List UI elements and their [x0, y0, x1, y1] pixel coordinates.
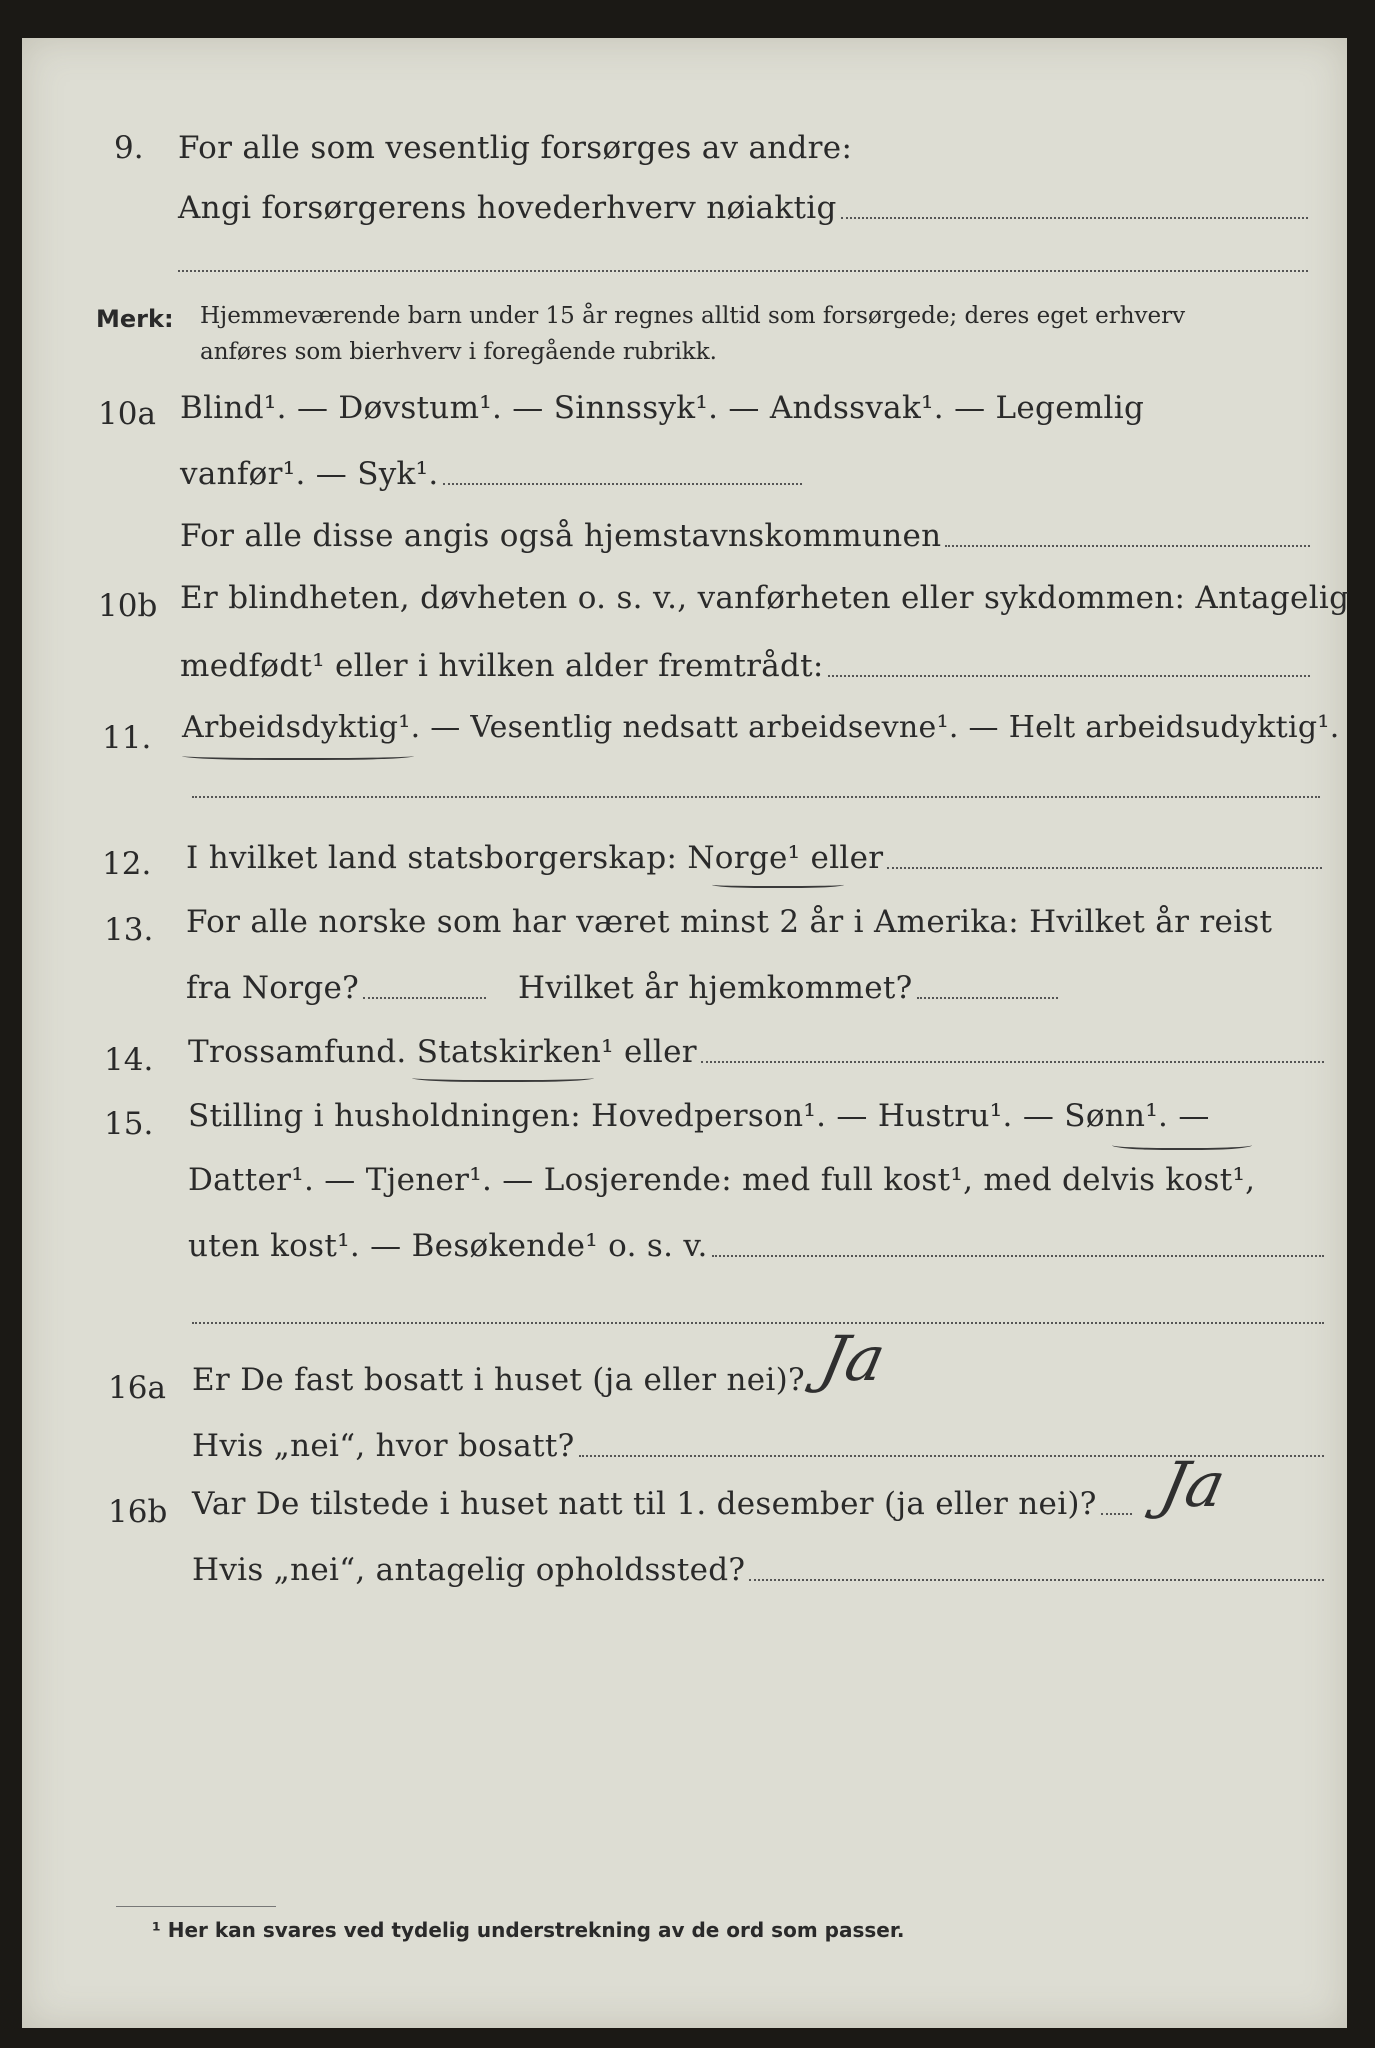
q16b-text-2: Hvis „nei“, antagelig opholdssted? — [192, 1552, 746, 1588]
q14-number: 14. — [104, 1042, 154, 1078]
q12-line1 — [186, 840, 1322, 876]
q13-line2b — [518, 970, 1058, 1006]
q13-reist-field[interactable] — [363, 997, 486, 999]
q10b-line2 — [180, 648, 1310, 684]
q16a-line2 — [192, 1428, 1324, 1464]
q16a-line1 — [192, 1362, 805, 1398]
q16a-handwritten-answer: Ja — [814, 1322, 892, 1395]
q11-number: 11. — [102, 720, 152, 756]
q16b-answer-field[interactable] — [1101, 1513, 1132, 1515]
q15-text-2: Datter¹. — Tjener¹. — Losjerende: med full kost¹, med delvis kost¹, — [188, 1162, 1256, 1198]
q16b-line2 — [192, 1552, 1324, 1588]
merk-line1: Hjemmeværende barn under 15 år regnes alltid som forsørgede; deres eget erhverv — [200, 303, 1186, 329]
merk-line2: anføres som bierhverv i foregående rubrikk. — [200, 339, 717, 365]
q16b-opholdssted-field[interactable] — [749, 1579, 1324, 1581]
q16a-text-2: Hvis „nei“, hvor bosatt? — [192, 1428, 575, 1464]
q13-text-2a: fra Norge? — [186, 970, 360, 1006]
q16b-handwritten-answer: Ja — [1154, 1448, 1232, 1521]
q12-text-1: I hvilket land statsborgerskap: Norge¹ eller — [186, 840, 884, 876]
q15-handwritten-underline — [1112, 1138, 1252, 1150]
q9-text-1: For alle som vesentlig forsørges av andre: — [178, 130, 853, 166]
q10a-line2 — [180, 456, 802, 492]
q9-line1 — [178, 130, 1198, 166]
q9-text-2: Angi forsørgerens hovederhverv nøiaktig — [178, 190, 837, 226]
q15-number: 15. — [104, 1106, 154, 1142]
q11-answer-line[interactable] — [192, 796, 1320, 798]
q10b-answer-field[interactable] — [828, 675, 1310, 677]
q13-hjemkommet-field[interactable] — [917, 997, 1058, 999]
q11-text-1: Arbeidsdyktig¹. — Vesentlig nedsatt arbeidsevne¹. — Helt arbeidsudyktig¹. — [182, 710, 1340, 745]
q10a-line3 — [180, 518, 1310, 554]
merk-label: Merk: — [96, 305, 174, 333]
q12-number: 12. — [102, 846, 152, 882]
q10a-number: 10a — [98, 396, 156, 432]
q15-answer-field[interactable] — [712, 1255, 1324, 1257]
q16b-line1 — [192, 1486, 1132, 1522]
q12-handwritten-underline — [712, 880, 844, 888]
q9-line2 — [178, 190, 1308, 226]
q9-answer-line-2[interactable] — [178, 270, 1308, 272]
q14-answer-field[interactable] — [701, 1061, 1324, 1063]
q15-text-1: Stilling i husholdningen: Hovedperson¹. — Hustru¹. — Sønn¹. — — [188, 1098, 1210, 1134]
q15-line2 — [188, 1162, 1324, 1198]
q16b-number: 16b — [108, 1494, 168, 1530]
q15-line1 — [188, 1098, 1324, 1134]
footnote-rule — [116, 1906, 276, 1907]
q10b-number: 10b — [98, 588, 158, 624]
q11-line1 — [182, 710, 1340, 745]
q15-answer-line-2[interactable] — [192, 1322, 1324, 1324]
q14-text-1: Trossamfund. Statskirken¹ eller — [188, 1034, 697, 1070]
q13-number: 13. — [104, 912, 154, 948]
q10a-line1 — [180, 390, 1310, 426]
q10b-text-1: Er blindheten, døvheten o. s. v., vanførheten eller sykdommen: Antagelig — [180, 580, 1350, 616]
q16b-text-1: Var De tilstede i huset natt til 1. desember (ja eller nei)? — [192, 1486, 1097, 1522]
q10b-text-2: medfødt¹ eller i hvilken alder fremtrådt: — [180, 648, 824, 684]
census-form-page — [22, 38, 1350, 2028]
q13-text-2b: Hvilket år hjemkommet? — [518, 970, 913, 1006]
q15-text-3: uten kost¹. — Besøkende¹ o. s. v. — [188, 1228, 708, 1264]
q10b-line1 — [180, 580, 1350, 616]
q10a-text-1: Blind¹. — Døvstum¹. — Sinnssyk¹. — Andssvak¹. — Legemlig — [180, 390, 1145, 426]
q13-line2a — [186, 970, 486, 1006]
q14-line1 — [188, 1034, 1324, 1070]
q16a-text-1: Er De fast bosatt i huset (ja eller nei)? — [192, 1362, 805, 1398]
q12-answer-field[interactable] — [887, 867, 1322, 869]
footnote: ¹ Her kan svares ved tydelig understrekning av de ord som passer. — [152, 1918, 905, 1942]
q11-handwritten-underline — [182, 750, 414, 760]
q16a-number: 16a — [108, 1370, 166, 1406]
q10a-text-3: For alle disse angis også hjemstavnskommunen — [180, 518, 942, 554]
q9-number: 9. — [114, 130, 144, 166]
q14-handwritten-underline — [412, 1072, 594, 1082]
q10a-syk-field[interactable] — [443, 483, 802, 485]
q13-text-1: For alle norske som har været minst 2 år i Amerika: Hvilket år reist — [186, 904, 1273, 940]
q10a-text-2: vanfør¹. — Syk¹. — [180, 456, 439, 492]
q9-answer-field[interactable] — [841, 217, 1308, 219]
q10a-hjemstavn-field[interactable] — [945, 545, 1310, 547]
q13-line1 — [186, 904, 1322, 940]
q15-line3 — [188, 1228, 1324, 1264]
